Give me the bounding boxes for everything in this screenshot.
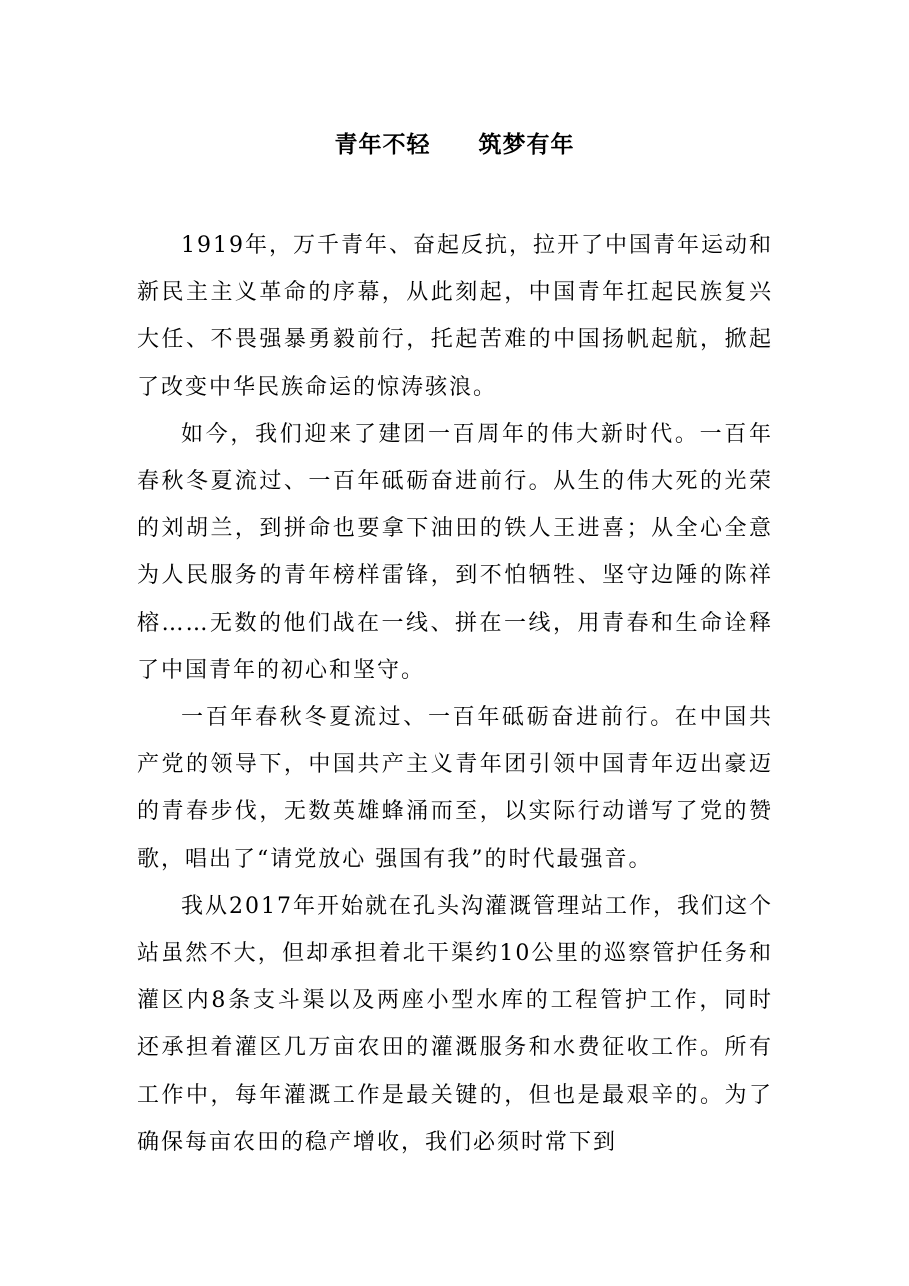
paragraph: 1919年，万千青年、奋起反抗，拉开了中国青年运动和新民主主义革命的序幕，从此刻起，中国青年扛起民族复兴大任、不畏强暴勇毅前行，托起苦难的中国扬帆起航，掀起了改变中华民族命运的惊涛骇浪。 <box>137 233 773 400</box>
paragraph: 一百年春秋冬夏流过、一百年砥砺奋进前行。在中国共产党的领导下，中国共产主义青年团引领中国青年迈出豪迈的青春步伐，无数英雄蜂涌而至，以实际行动谱写了党的赞歌，唱出了“请党放心 强国有我”的时代最强音。 <box>137 705 773 872</box>
document-body <box>137 222 773 1166</box>
paragraph: 我从2017年开始就在孔头沟灌溉管理站工作，我们这个站虽然不大，但却承担着北干渠约10公里的巡察管护任务和灌区内8条支斗渠以及两座小型水库的工程管护工作，同时还承担着灌区几万亩农田的灌溉服务和水费征收工作。所有工作中，每年灌溉工作是最关键的，但也是最艰辛的。为了确保每亩农田的稳产增收，我们必须时常下到 <box>137 893 773 1155</box>
document-title: 青年不轻 筑梦有年 <box>334 131 575 158</box>
paragraph: 如今，我们迎来了建团一百周年的伟大新时代。一百年春秋冬夏流过、一百年砥砺奋进前行。从生的伟大死的光荣的刘胡兰，到拼命也要拿下油田的铁人王进喜；从全心全意为人民服务的青年榜样雷锋，到不怕牺牲、坚守边陲的陈祥榕……无数的他们战在一线、拼在一线，用青春和生命诠释了中国青年的初心和坚守。 <box>137 421 773 683</box>
